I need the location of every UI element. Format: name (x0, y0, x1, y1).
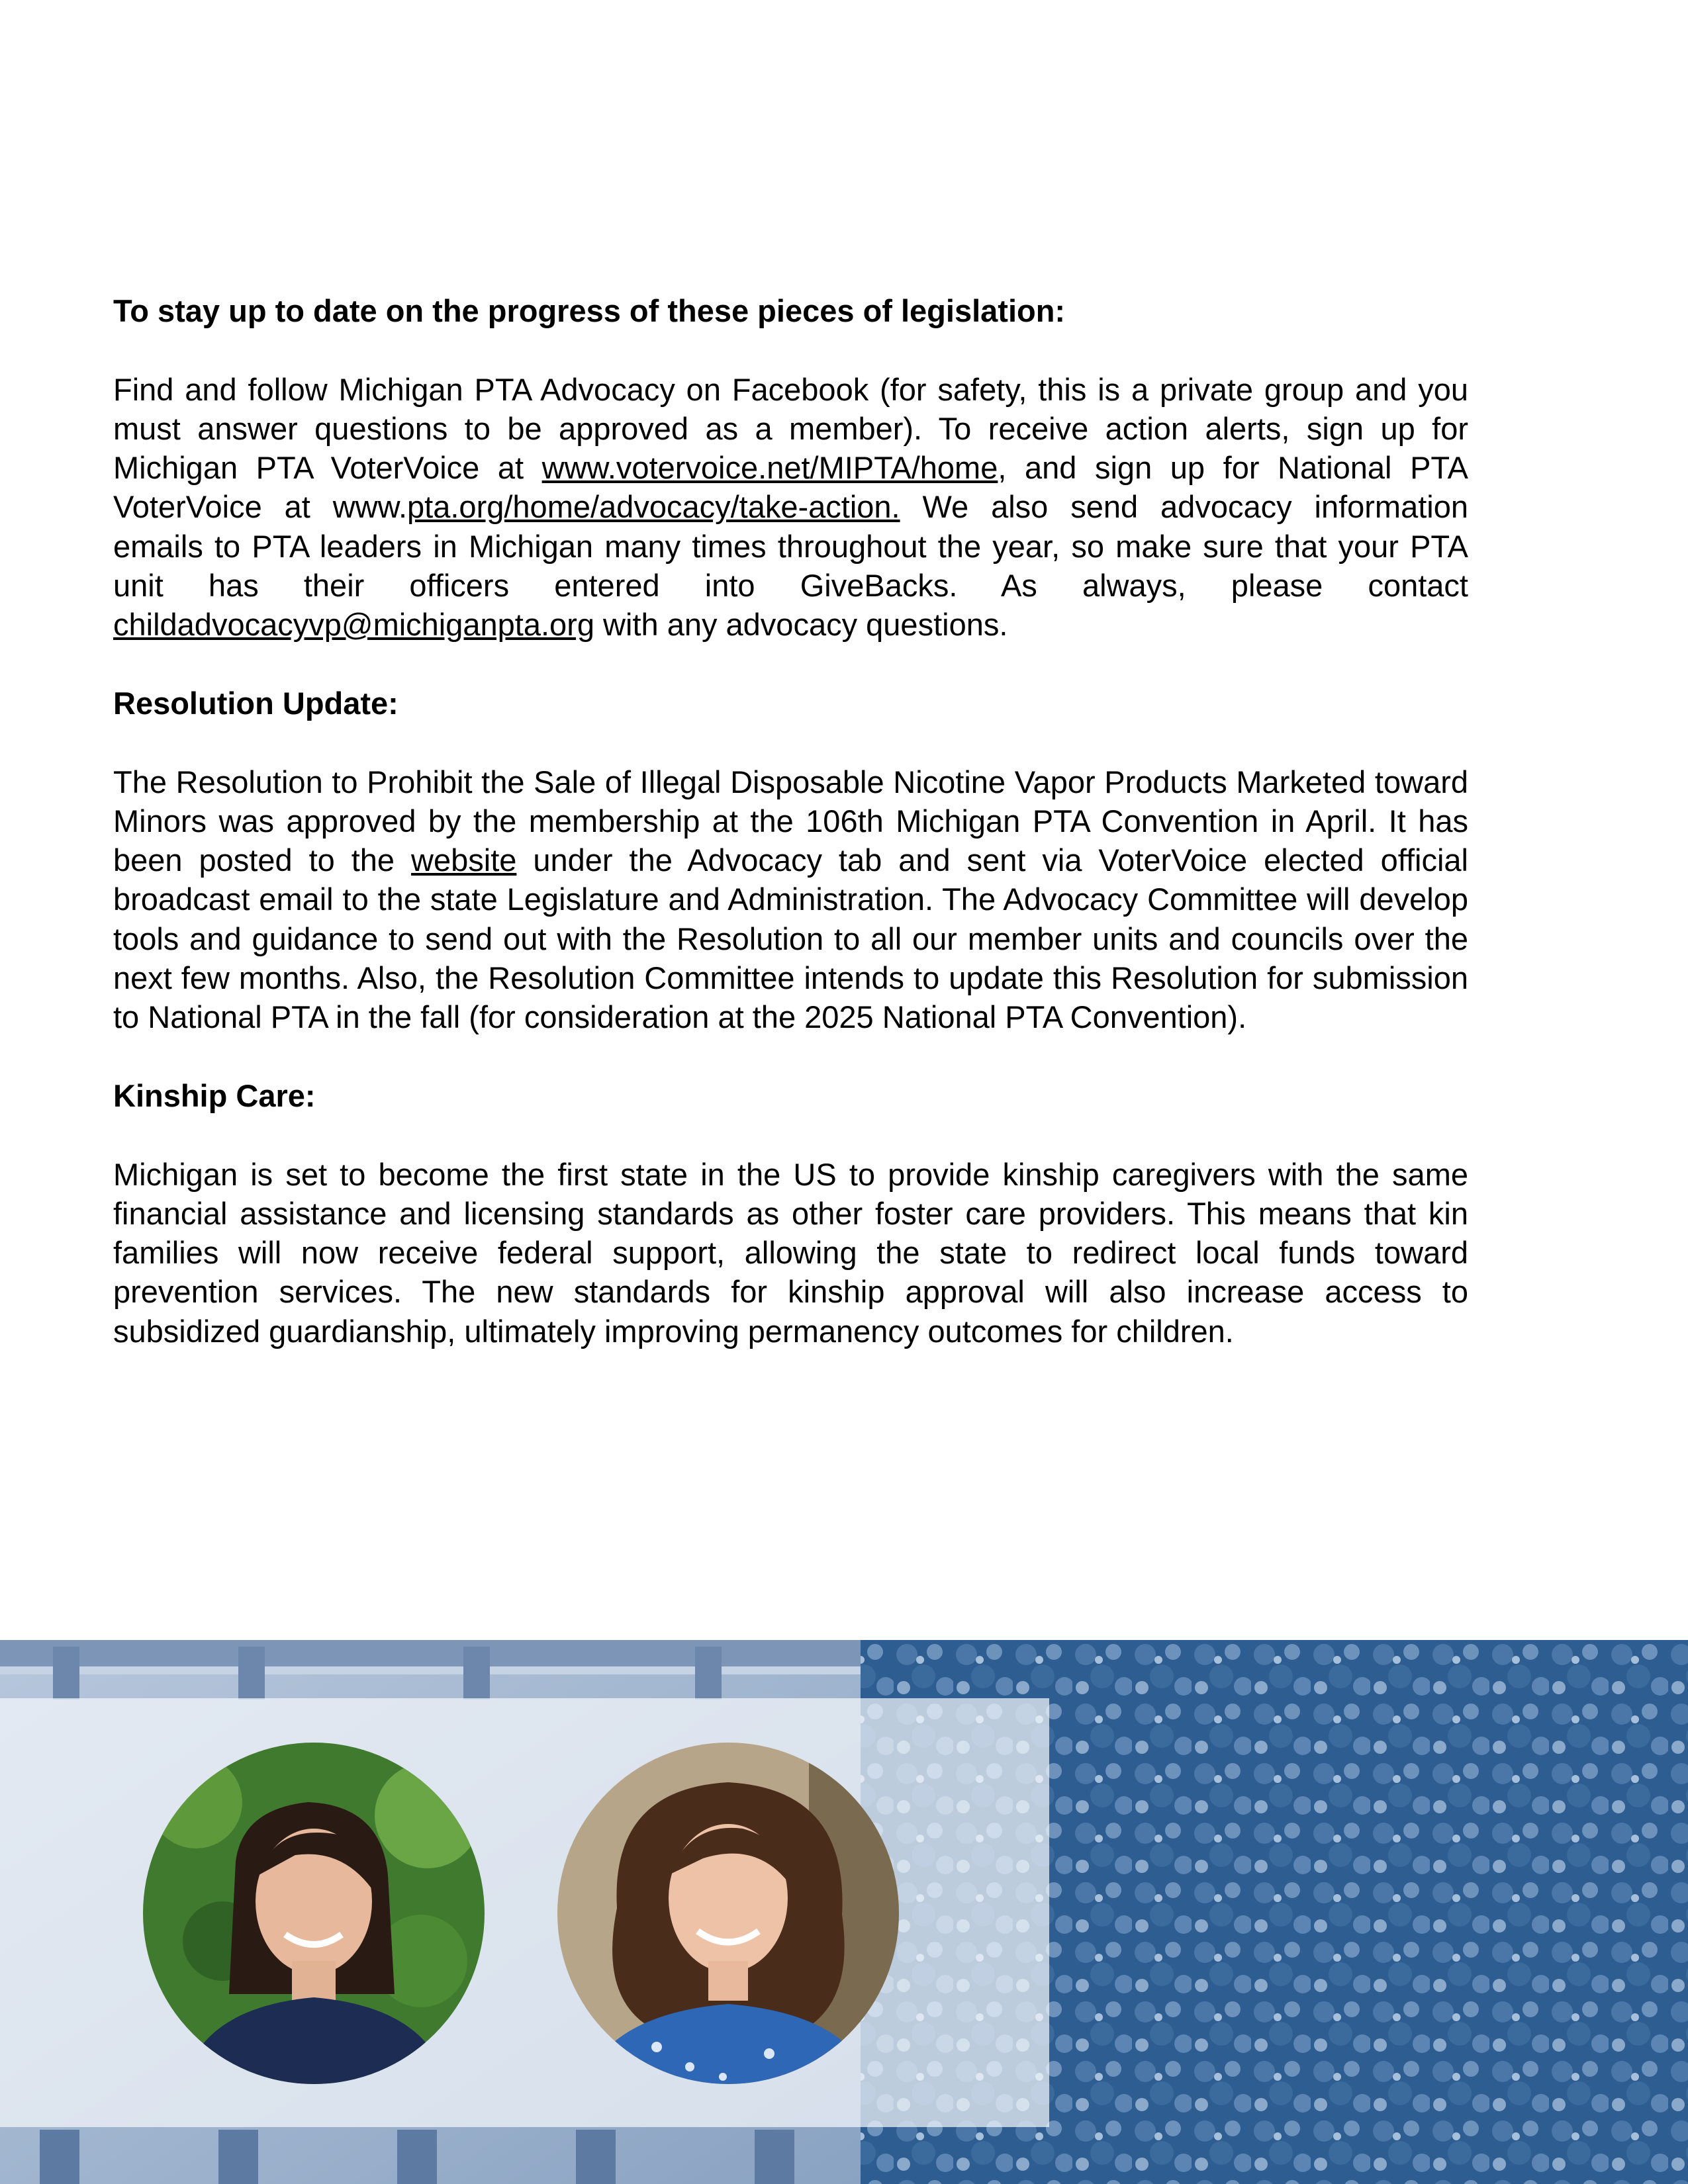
votervoice-mipta-link[interactable]: www.votervoice.net/MIPTA/home (541, 450, 998, 486)
page-content (113, 291, 1468, 1351)
advocate-portrait-1 (143, 1743, 485, 2084)
footer-banner (0, 1640, 1688, 2184)
resolution-paragraph (113, 762, 1468, 1037)
paragraph-text: Find and follow Michigan PTA Advocacy on Facebook (for safety, this is a private group and you must answer questions to be approved as a member). To receive action alerts, sign up for Michigan PTA VoterVoice at (113, 371, 1468, 486)
legislation-paragraph (113, 370, 1468, 645)
paragraph-text: We also send advocacy information emails to PTA leaders in Michigan many times throughout the year, so make sure that your PTA unit has their officers entered into GiveBacks. As always, please contact (113, 489, 1469, 604)
paragraph-text: The Resolution to Prohibit the Sale of Illegal Disposable Nicotine Vapor Products Marketed toward Minors was approved by the membership at the 106th Michigan PTA Convention in April. It has been posted to the (113, 764, 1468, 878)
website-link[interactable]: website (411, 842, 517, 878)
advocacy-email-link[interactable]: childadvocacyvp@michiganpta.org (113, 607, 594, 643)
paragraph-text: with any advocacy questions. (594, 607, 1008, 643)
kinship-paragraph (113, 1155, 1468, 1351)
paragraph-text: under the Advocacy tab and sent via VoterVoice elected official broadcast email to the state Legislature and Administration. The Advocacy Committee will develop tools and guidance to send out with the Resolution to all our member units and councils over the next few months. Also, the Resolution Committee intends to update this Resolution for submission to National PTA in the fall (for consideration at the 2025 National PTA Convention). (113, 842, 1468, 1035)
paragraph-text: Michigan is set to become the first state in the US to provide kinship caregivers with the same financial assistance and licensing standards as other foster care providers. This means that kin families will now receive federal support, allowing the state to redirect local funds toward prevention services. The new standards for kinship approval will also increase access to subsidized guardianship, ultimately improving permanency outcomes for children. (113, 1156, 1468, 1349)
section-heading-legislation: To stay up to date on the progress of these pieces of legislation: (113, 293, 1066, 328)
pta-take-action-link[interactable]: pta.org/home/advocacy/take-action. (407, 489, 900, 525)
section-heading-kinship: Kinship Care: (113, 1077, 316, 1113)
advocate-portrait-2 (557, 1743, 899, 2084)
section-heading-resolution: Resolution Update: (113, 685, 399, 721)
paragraph-text: , and sign up for National PTA VoterVoice at www. (113, 450, 1468, 525)
